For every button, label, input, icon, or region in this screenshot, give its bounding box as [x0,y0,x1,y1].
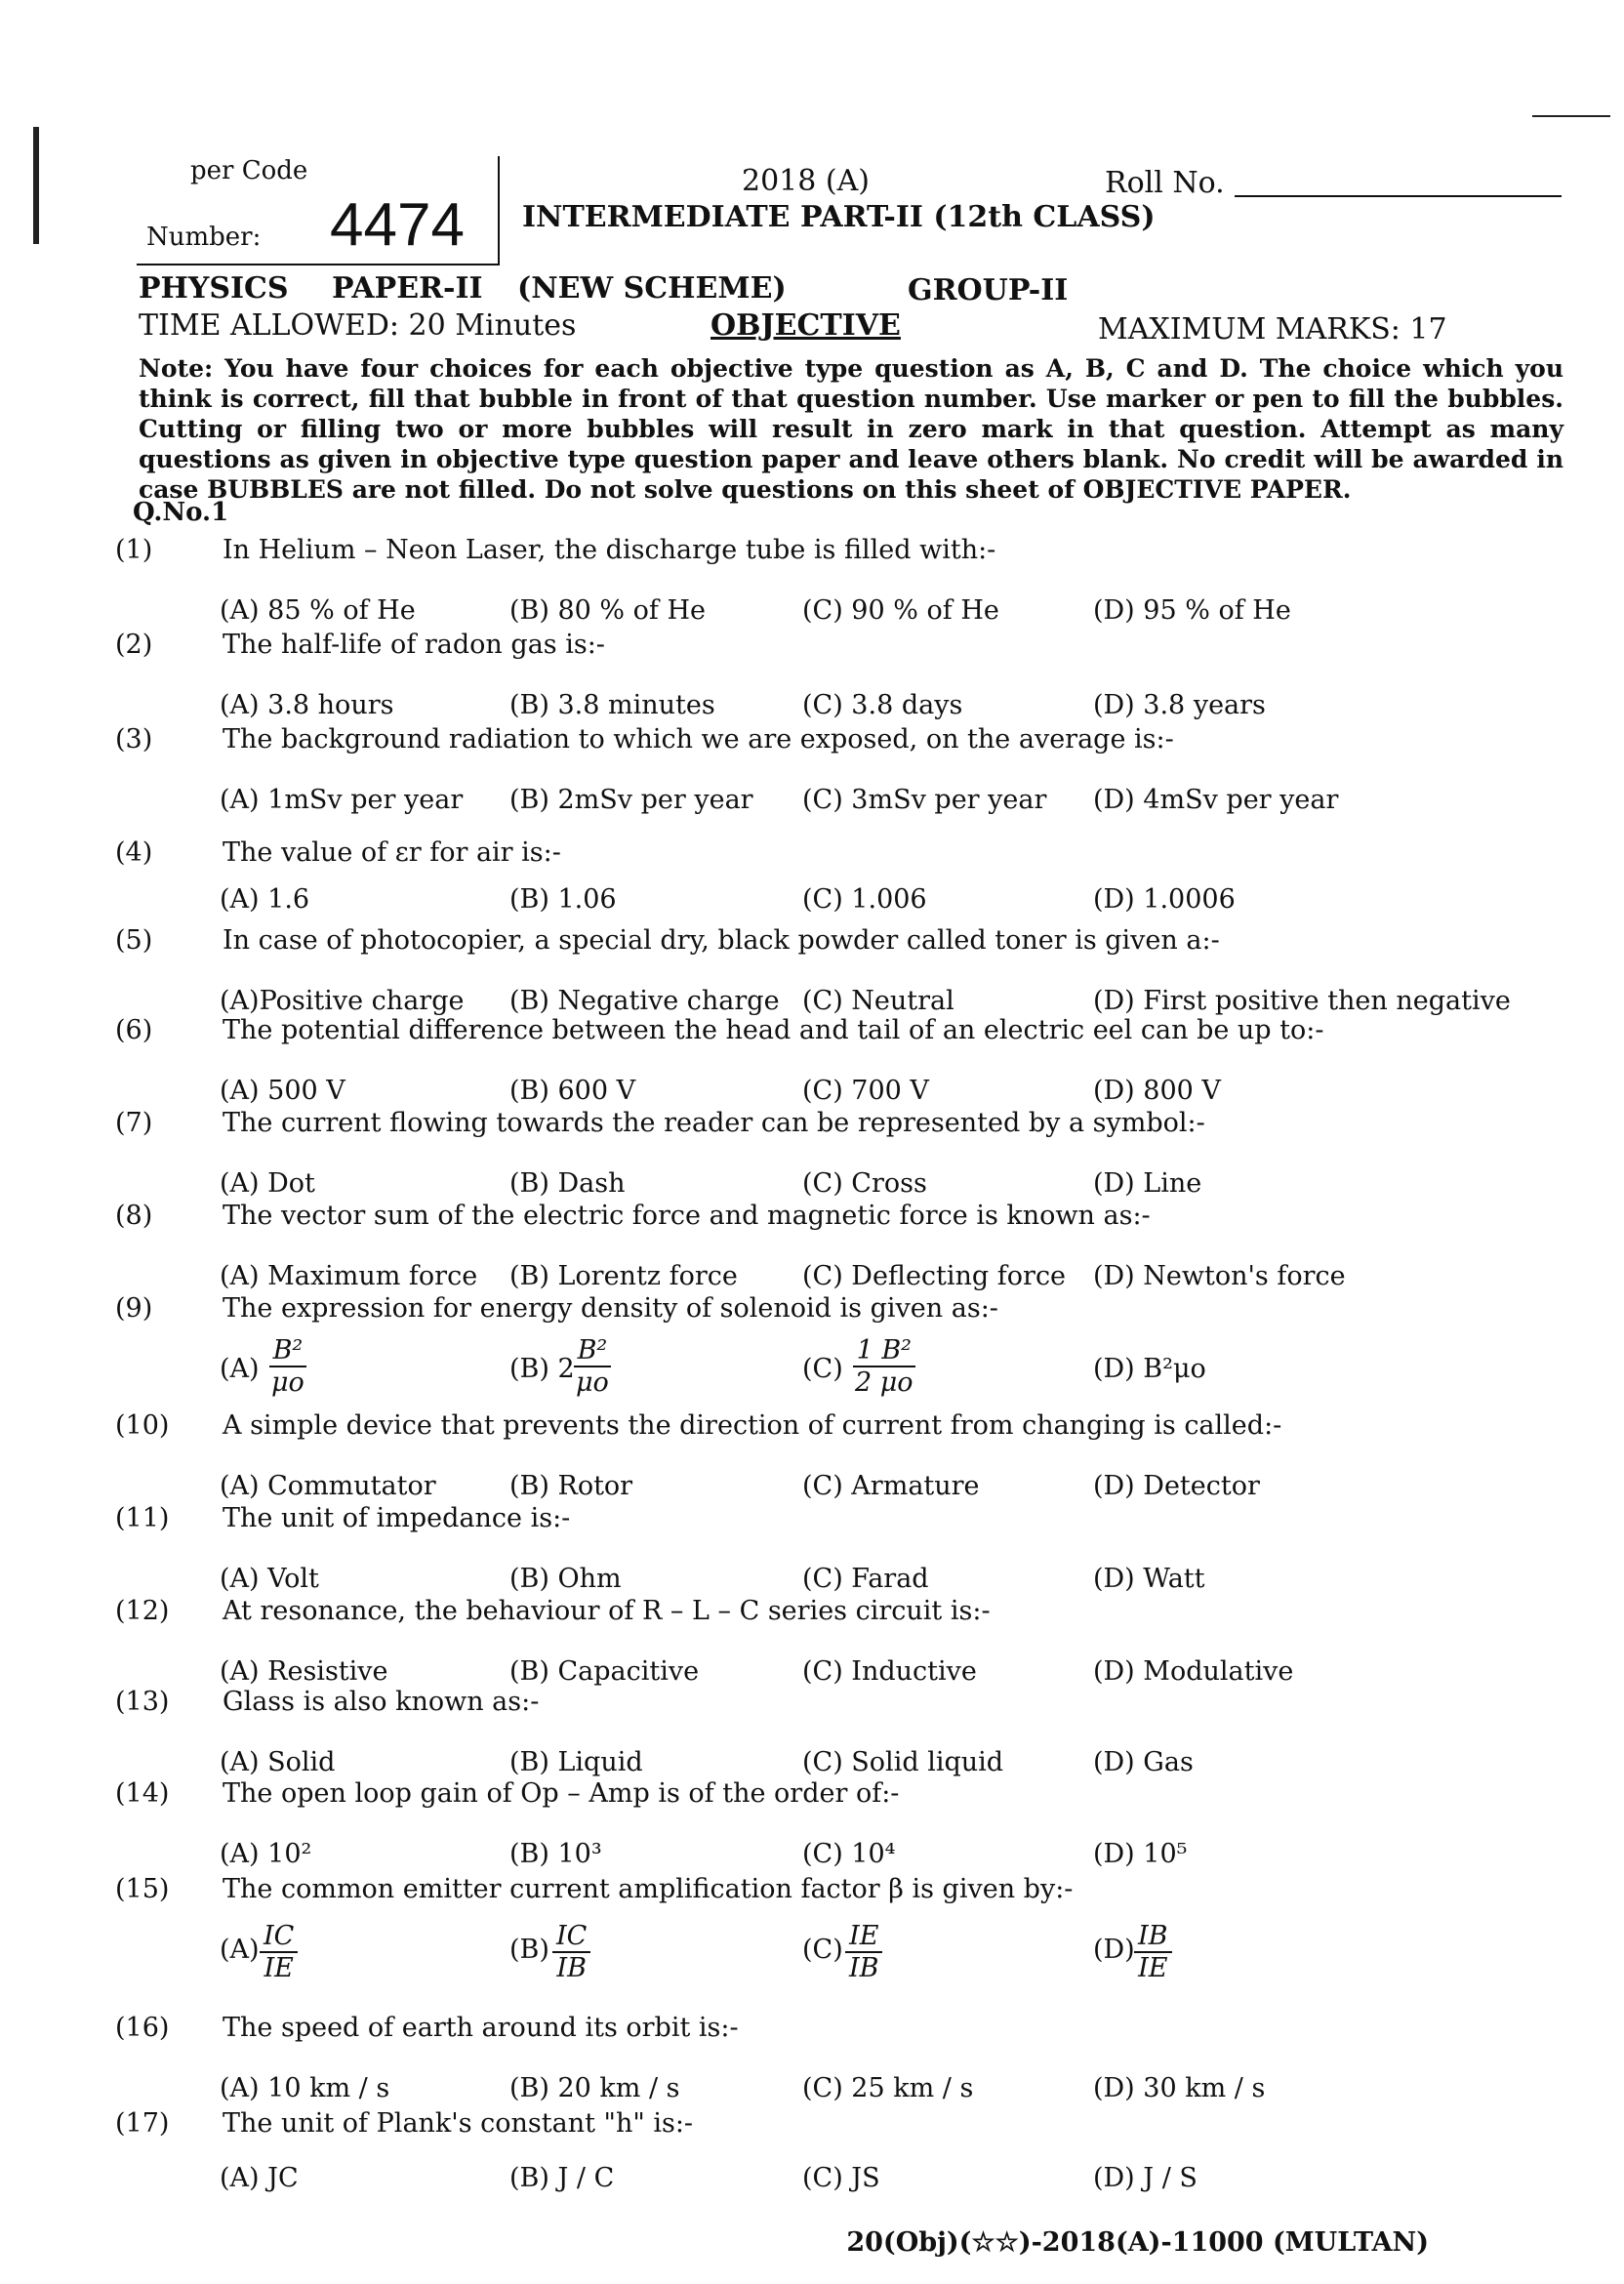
question-text: The unit of Plank's constant "h" is:- [223,2108,694,2139]
option-d: (D) Newton's force [1093,1261,1346,1291]
option-d: (D) Modulative [1093,1656,1294,1687]
option-d: (D) 1.0006 [1093,884,1236,915]
option-b: (B) [509,1935,549,1965]
option-b: (B) Liquid [509,1747,643,1777]
subject: PHYSICS [139,271,289,306]
option-a: (A) 1mSv per year [220,785,464,815]
question-text: In case of photocopier, a special dry, black powder called toner is given a:- [223,925,1220,956]
question-text: Glass is also known as:- [223,1687,540,1717]
option-c: (C) [802,1935,843,1965]
option-d: (D) First positive then negative [1093,986,1511,1016]
question-text: At resonance, the behaviour of R – L – C series circuit is:- [223,1596,991,1626]
question-text: A simple device that prevents the direction of current from changing is called:- [223,1410,1282,1441]
option-d: (D) 10⁵ [1093,1839,1188,1869]
question-text: The unit of impedance is:- [223,1503,571,1533]
option-c: (C) 10⁴ [802,1839,896,1869]
question-text: The speed of earth around its orbit is:- [223,2013,739,2043]
option-c: (C) Deflecting force [802,1261,1067,1291]
fraction-denominator: IB [556,1953,587,1983]
paper: PAPER-II [332,271,483,306]
option-b: (B) Capacitive [509,1656,700,1687]
q15-d-fraction [1130,1921,1172,1983]
option-a: (A) Volt [220,1564,319,1594]
exam-year: 2018 (A) [742,164,870,198]
option-c: (C) 90 % of He [802,595,999,626]
option-a: (A) 500 V [220,1076,345,1106]
time-allowed: TIME ALLOWED: 20 Minutes [139,308,577,343]
scheme: (NEW SCHEME) [517,271,787,306]
option-d: (D) B²μo [1093,1354,1206,1384]
option-b: (B) Ohm [509,1564,622,1594]
footer-code: 20(Obj)(☆☆)-2018(A)-11000 (MULTAN) [846,2227,1429,2258]
paper-code-label: per Code [190,156,308,185]
fraction-numerator: B² [574,1335,612,1367]
option-c: (C) 3mSv per year [802,785,1047,815]
option-b: (B) 80 % of He [509,595,707,626]
option-a: (A) [220,1935,260,1965]
question-text: The vector sum of the electric force and magnetic force is known as:- [223,1201,1151,1231]
option-a: (A)Positive charge [220,986,465,1016]
option-d: (D) 3.8 years [1093,690,1266,720]
question-number-label: Q.No.1 [133,498,229,527]
option-b: (B) 2mSv per year [509,785,753,815]
option-d: (D) Gas [1093,1747,1194,1777]
paper-number: 4474 [330,191,465,259]
question-number: (14) [115,1778,170,1809]
option-a: (A) 3.8 hours [220,690,394,720]
fraction-denominator: 2 μo [855,1367,914,1398]
fraction-numerator: 1 B² [853,1335,915,1367]
question-number: (5) [115,925,153,956]
question-number: (13) [115,1687,170,1717]
question-text: In Helium – Neon Laser, the discharge tube is filled with:- [223,535,996,565]
fraction-denominator: IE [264,1953,294,1983]
option-d: (D) J / S [1093,2163,1198,2193]
option-a: (A) Maximum force [220,1261,478,1291]
option-d: (D) 30 km / s [1093,2073,1266,2103]
question-number: (16) [115,2013,170,2043]
option-b: (B) 600 V [509,1076,636,1106]
option-b: (B) Lorentz force [509,1261,738,1291]
question-text: The common emitter current amplification factor β is given by:- [223,1874,1074,1904]
question-text: The potential difference between the head and tail of an electric eel can be up to:- [223,1015,1324,1045]
roll-number-line [1235,195,1562,197]
option-b: (B) 10³ [509,1839,602,1869]
max-marks: MAXIMUM MARKS: 17 [1098,312,1447,347]
q9-c-fraction [847,1335,917,1398]
question-text: The expression for energy density of solenoid is given as:- [223,1293,998,1324]
fraction-denominator: μo [271,1367,304,1398]
option-c: (C) Armature [802,1471,980,1501]
q15-a-fraction [256,1921,298,1983]
question-text: The value of εr for air is:- [223,837,561,868]
option-a: (A) 10² [220,1839,312,1869]
q15-b-fraction [548,1921,590,1983]
option-a: (A) 1.6 [220,884,310,915]
option-c: (C) Neutral [802,986,954,1016]
option-c: (C) 3.8 days [802,690,963,720]
question-number: (4) [115,837,153,868]
q15-c-fraction [841,1921,883,1983]
option-a: (A) Solid [220,1747,336,1777]
fraction-numerator: IC [260,1921,298,1953]
option-c: (C) Farad [802,1564,929,1594]
option-a: (A) Resistive [220,1656,388,1687]
fraction-numerator: B² [269,1335,307,1367]
question-text: The half-life of radon gas is:- [223,630,605,660]
section-title: OBJECTIVE [710,308,901,343]
option-c: (C) Cross [802,1168,927,1199]
question-number: (1) [115,535,153,565]
question-text: The current flowing towards the reader can be represented by a symbol:- [223,1108,1205,1138]
fraction-denominator: IB [849,1953,879,1983]
group: GROUP-II [908,273,1069,307]
question-number: (6) [115,1015,153,1045]
question-number: (8) [115,1201,153,1231]
option-d: (D) 4mSv per year [1093,785,1339,815]
roll-label: Roll No. [1105,166,1225,200]
question-number: (2) [115,630,153,660]
question-number: (7) [115,1108,153,1138]
option-b: (B) 20 km / s [509,2073,680,2103]
option-c: (C) [802,1354,843,1384]
option-a: (A) JC [220,2163,299,2193]
number-label: Number: [146,223,262,252]
scan-line [1532,115,1610,117]
option-a: (A) 10 km / s [220,2073,390,2103]
option-c: (C) JS [802,2163,880,2193]
fraction-numerator: IC [552,1921,590,1953]
option-c: (C) 700 V [802,1076,929,1106]
fraction-numerator: IB [1134,1921,1172,1953]
instructions-note: Note: You have four choices for each objective type question as A, B, C and D. The choice which you think is correct, fill that bubble in front of that question number. Use marker or pen to fill the bubbles. Cutting or filling two or more bubbles will result in zero mark in that question. Attempt as many questions as given in objective type question paper and leave others blank. No credit will be awarded in case BUBBLES are not filled. Do not solve questions on this sheet of OBJECTIVE PAPER. [139,354,1563,504]
option-b: (B) Negative charge [509,986,780,1016]
option-c: (C) 1.006 [802,884,927,915]
fraction-denominator: μo [576,1367,609,1398]
option-b: (B) 2 [509,1354,575,1384]
question-text: The open loop gain of Op – Amp is of the order of:- [223,1778,900,1809]
question-text: The background radiation to which we are exposed, on the average is:- [223,724,1174,755]
option-c: (C) Inductive [802,1656,977,1687]
option-a: (A) Dot [220,1168,315,1199]
question-number: (17) [115,2108,170,2139]
option-d: (D) 95 % of He [1093,595,1291,626]
question-number: (9) [115,1293,153,1324]
option-a: (A) 85 % of He [220,595,416,626]
option-d: (D) Watt [1093,1564,1205,1594]
option-b: (B) J / C [509,2163,615,2193]
option-c: (C) Solid liquid [802,1747,1004,1777]
question-number: (3) [115,724,153,755]
option-d: (D) Detector [1093,1471,1260,1501]
option-d: (D) Line [1093,1168,1202,1199]
option-b: (B) 1.06 [509,884,617,915]
option-d: (D) 800 V [1093,1076,1221,1106]
fraction-denominator: IE [1138,1953,1168,1983]
option-a: (A) Commutator [220,1471,436,1501]
option-b: (B) Rotor [509,1471,633,1501]
question-number: (12) [115,1596,170,1626]
q9-a-fraction [264,1335,308,1398]
option-b: (B) 3.8 minutes [509,690,715,720]
scan-edge-mark [33,127,39,244]
q9-b-fraction [568,1335,613,1398]
option-b: (B) Dash [509,1168,626,1199]
option-a: (A) [220,1354,260,1384]
question-number: (11) [115,1503,170,1533]
option-d: (D) [1093,1935,1135,1965]
class-title: INTERMEDIATE PART-II (12th CLASS) [522,200,1156,234]
option-c: (C) 25 km / s [802,2073,974,2103]
fraction-numerator: IE [845,1921,882,1953]
question-number: (10) [115,1410,170,1441]
question-number: (15) [115,1874,170,1904]
